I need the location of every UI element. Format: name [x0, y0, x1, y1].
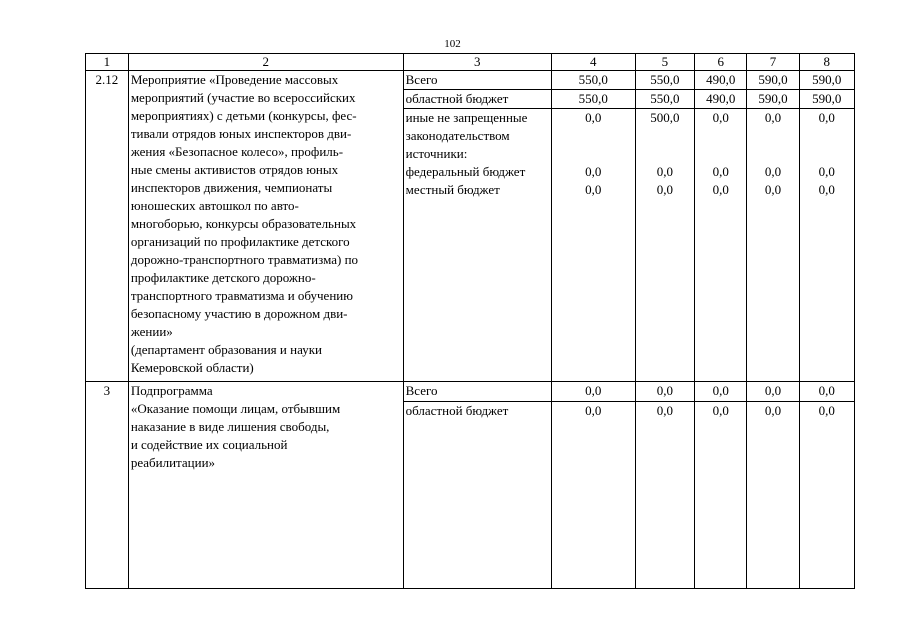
table-row — [86, 71, 855, 90]
value: 0,0 — [818, 110, 835, 125]
description-line: безопасному участию в дорожном дви- — [130, 306, 348, 321]
value: 0,0 — [585, 182, 602, 197]
description-line: инспекторов движения, чемпионаты — [130, 180, 333, 195]
source-label: федеральный бюджет — [405, 164, 526, 179]
header-cell: 2 — [128, 54, 403, 71]
header-cell: 7 — [747, 54, 799, 71]
value-cell: 590,0 — [799, 90, 854, 109]
value: 0,0 — [712, 110, 729, 125]
activity-description — [128, 71, 403, 382]
header-cell: 4 — [551, 54, 635, 71]
source-label-group — [403, 109, 551, 382]
value-cell: 490,0 — [695, 71, 747, 90]
description-line: ные смены активистов отрядов юных — [130, 162, 339, 177]
value-cell: 0,0 — [551, 402, 635, 589]
value-cell: 0,0 — [799, 402, 854, 589]
source-label: местный бюджет — [405, 182, 500, 197]
header-cell: 3 — [403, 54, 551, 71]
description-line: Подпрограмма — [130, 383, 213, 398]
value-cell: 550,0 — [551, 71, 635, 90]
value-cell: 0,0 — [747, 402, 799, 589]
value-cell — [799, 109, 854, 382]
description-line: мероприятиях) с детьми (конкурсы, фес- — [130, 108, 357, 123]
source-label: областной бюджет — [403, 90, 551, 109]
description-line: «Оказание помощи лицам, отбывшим — [130, 401, 341, 416]
value-cell: 590,0 — [747, 90, 799, 109]
header-cell: 6 — [695, 54, 747, 71]
description-line: жении» — [130, 324, 173, 339]
header-cell: 8 — [799, 54, 854, 71]
value-cell: 0,0 — [635, 402, 695, 589]
source-label: иные не запрещенные — [405, 110, 528, 125]
header-cell: 1 — [86, 54, 129, 71]
table-row — [86, 382, 855, 402]
value-cell: 0,0 — [799, 382, 854, 402]
value: 0,0 — [818, 182, 835, 197]
description-line: наказание в виде лишения свободы, — [130, 419, 330, 434]
value: 0,0 — [656, 164, 673, 179]
header-cell: 5 — [635, 54, 695, 71]
source-label: Всего — [403, 71, 551, 90]
value-cell: 0,0 — [551, 382, 635, 402]
value-cell — [695, 109, 747, 382]
value-cell — [635, 109, 695, 382]
spacer — [638, 127, 693, 163]
activity-description — [128, 382, 403, 589]
source-label: Всего — [403, 382, 551, 402]
description-line: Мероприятие «Проведение массовых — [130, 72, 339, 87]
value: 0,0 — [764, 110, 782, 125]
description-line: транспортного травматизма и обучению — [130, 288, 353, 303]
value-cell: 550,0 — [551, 90, 635, 109]
value: 0,0 — [764, 182, 782, 197]
budget-table — [85, 53, 855, 589]
value-cell: 0,0 — [695, 382, 747, 402]
description-line: дорожно-транспортного травматизма) по — [130, 252, 359, 267]
value-cell — [551, 109, 635, 382]
page-number: 102 — [444, 38, 461, 50]
value: 0,0 — [712, 164, 729, 179]
description-line: и содействие их социальной — [130, 437, 288, 452]
description-line: юношеских автошкол по авто- — [130, 198, 299, 213]
spacer — [802, 127, 852, 163]
value: 0,0 — [656, 182, 673, 197]
spacer — [697, 127, 744, 163]
description-line: тивали отрядов юных инспекторов дви- — [130, 126, 352, 141]
value: 0,0 — [712, 182, 729, 197]
description-line: Кемеровской области) — [130, 360, 254, 375]
row-number: 3 — [86, 382, 129, 589]
description-line: мероприятий (участие во всероссийских — [130, 90, 356, 105]
source-label: областной бюджет — [403, 402, 551, 589]
row-number: 2.12 — [86, 71, 129, 382]
value: 0,0 — [585, 110, 602, 125]
value: 0,0 — [764, 164, 782, 179]
value-cell: 590,0 — [799, 71, 854, 90]
value-cell: 550,0 — [635, 90, 695, 109]
value-cell: 0,0 — [747, 382, 799, 402]
description-line: (департамент образования и науки — [130, 342, 322, 357]
value-cell: 0,0 — [695, 402, 747, 589]
description-line: многоборью, конкурсы образовательных — [130, 216, 357, 231]
spacer — [749, 127, 796, 163]
description-line: реабилитации» — [130, 455, 216, 470]
value-cell: 0,0 — [635, 382, 695, 402]
value-cell: 490,0 — [695, 90, 747, 109]
spacer — [554, 127, 633, 163]
source-label: источники: — [405, 146, 468, 161]
description-line: организаций по профилактике детского — [130, 234, 350, 249]
description-line: профилактике детского дорожно- — [130, 270, 316, 285]
value: 500,0 — [650, 110, 680, 125]
value: 0,0 — [585, 164, 602, 179]
value: 0,0 — [818, 164, 835, 179]
value-cell — [747, 109, 799, 382]
value-cell: 550,0 — [635, 71, 695, 90]
value-cell: 590,0 — [747, 71, 799, 90]
source-label: законодательством — [405, 128, 510, 143]
header-row — [86, 54, 855, 71]
description-line: жения «Безопасное колесо», профиль- — [130, 144, 344, 159]
